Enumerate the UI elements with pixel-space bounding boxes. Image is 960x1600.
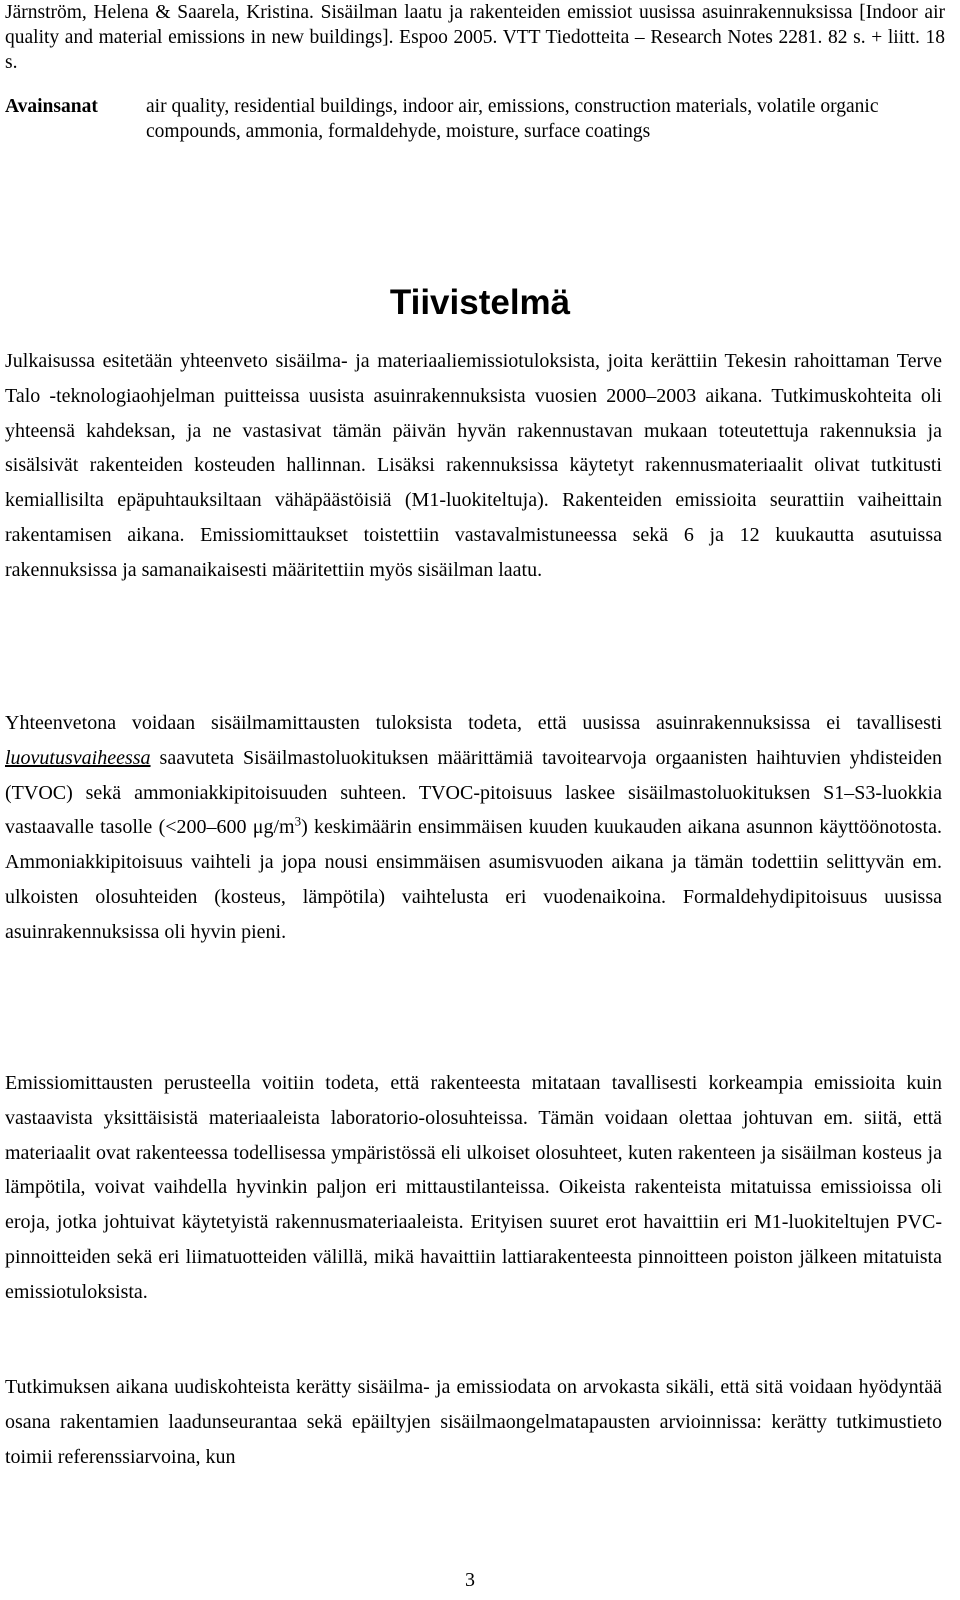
paragraph-2 bbox=[5, 706, 942, 950]
paragraph-1: Julkaisussa esitetään yhteenveto sisäilma- ja materiaaliemissiotuloksista, joita kerättiin Tekesin rahoittaman Terve Talo -teknologiaohjelman puitteissa uusista asuinrakennuksista vuosien 2000–2003 aikana. Tutkimuskohteita oli yhteensä kahdeksan, ja ne vastasivat tämän päivän hyvän rakennustavan mukaan toteutettuja rakennuksia ja sisälsivät rakenteiden kosteuden hallinnan. Lisäksi rakennuksissa käytetyt rakennusmateriaalit olivat tutkitusti kemiallisilta epäpuhtauksiltaan vähäpäästöisiä (M1-luokiteltuja). Rakenteiden emissioita seurattiin vaiheittain rakentamisen aikana. Emissiomittaukset toistettiin vastavalmistuneessa sekä 6 ja 12 kuukautta asutuissa rakennuksissa ja samanaikaisesti määritettiin myös sisäilman laatu. bbox=[5, 350, 942, 581]
paragraph-2-emphasis: luovutusvaiheessa bbox=[5, 746, 151, 769]
paragraph-2-text-start: Yhteenvetona voidaan sisäilmamittausten tuloksista todeta, että uusissa asuinrakennuksissa ei tavallisesti bbox=[5, 712, 942, 734]
paragraph-3: Emissiomittausten perusteella voitiin todeta, että rakenteesta mitataan tavallisesti korkeampia emissioita kuin vastaavista yksittäisistä materiaaleista laboratorio-olosuhteissa. Tämän voidaan olettaa johtuvan em. siitä, että materiaalit ovat rakenteessa todellisessa ympäristössä eli ulkoiset olosuhteet, kuten rakenteen ja sisäilman kosteus ja lämpötila, voivat vaihdella hyvinkin paljon eri mittaustilanteissa. Oikeista rakenteista mitatuissa emissioissa oli eroja, jotka johtuivat käytetyistä rakennusmateriaaleista. Erityisen suuret erot havaittiin eri M1-luokiteltujen PVC-pinnoitteiden sekä eri liimatuotteiden välillä, mikä havaittiin lattiarakenteesta pinnoitteen poiston jälkeen mitatuista emissiotuloksista. bbox=[5, 1072, 942, 1303]
paragraph-4: Tutkimuksen aikana uudiskohteista kerätty sisäilma- ja emissiodata on arvokasta sikäli, että sitä voidaan hyödyntää osana rakentamien laadunseurantaa sekä epäiltyjen sisäilmaongelmatapausten arvioinnissa: kerätty tutkimustieto toimii referenssiarvoina, kun bbox=[5, 1376, 942, 1468]
paragraph-2-text-end: ) keskimäärin ensimmäisen kuuden kuukauden aikana asunnon käyttöönotosta. Ammoniakkipitoisuus vaihteli ja jopa nousi ensimmäisen asumisvuoden aikana ja tämän todettiin selittyvän em. ulkoisten olosuhteiden (kosteus, lämpötila) vaihtelusta eri vuodenaikoina. Formaldehydipitoisuus uusissa asuinrakennuksissa oli hyvin pieni. bbox=[5, 816, 942, 943]
abstract-heading: Tiivistelmä bbox=[389, 283, 571, 322]
paragraph-2-text-middle: saavuteta Sisäilmastoluokituksen määrittämiä tavoitearvoja orgaanisten haihtuvien yhdisteiden (TVOC) sekä ammoniakkipitoisuuden suhteen. TVOC-pitoisuus laskee sisäilmastoluokituksen S1–S3-luokkia vastaavalle tasolle (<200–600 μg/m bbox=[5, 746, 942, 839]
keywords-text: air quality, residential buildings, indoor air, emissions, construction materials, volatile organic compounds, ammonia, formaldehyde, moisture, surface coatings bbox=[146, 96, 879, 142]
paragraph-2-superscript: 3 bbox=[294, 813, 302, 829]
page-number: 3 bbox=[465, 1569, 475, 1591]
bibliographic-citation: Järnström, Helena & Saarela, Kristina. Sisäilman laatu ja rakenteiden emissiot uusissa asuinrakennuksissa [Indoor air quality and material emissions in new buildings]. Espoo 2005. VTT Tiedotteita – Research Notes 2281. 82 s. + liitt. 18 s. bbox=[5, 2, 945, 73]
keywords-label: Avainsanat bbox=[5, 96, 98, 117]
